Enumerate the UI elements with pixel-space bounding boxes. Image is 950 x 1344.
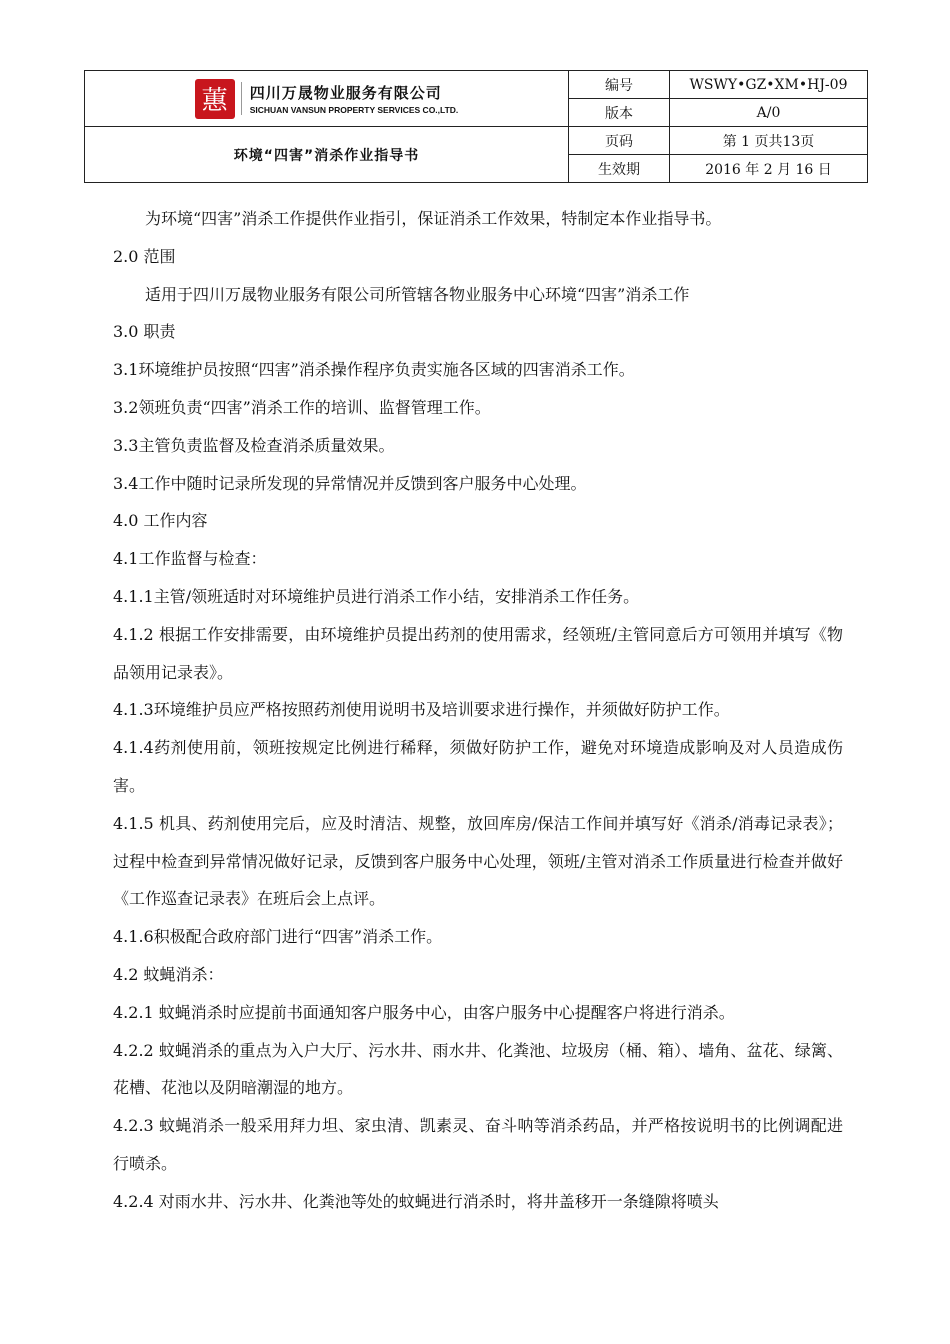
- paragraph: 4.1.2 根据工作安排需要，由环境维护员提出药剂的使用需求，经领班/主管同意后方可领用并填写《物品领用记录表》。: [113, 624, 843, 682]
- paragraph: 适用于四川万晟物业服务有限公司所管辖各物业服务中心环境“四害”消杀工作: [145, 284, 690, 304]
- company-emblem-icon: 蕙: [195, 79, 235, 119]
- field-value-effective-date: 2016 年 2 月 16 日: [670, 155, 868, 183]
- paragraph: 4.1.3环境维护员应严格按照药剂使用说明书及培训要求进行操作，并须做好防护工作。: [113, 700, 730, 720]
- subsection-heading: 4.2 蚊蝇消杀：: [113, 964, 224, 984]
- paragraph: 4.2.3 蚊蝇消杀一般采用拜力坦、家虫清、凯素灵、奋斗呐等消杀药品，并严格按说明书的比例调配进行喷杀。: [113, 1116, 843, 1173]
- field-value-page: 第 1 页共13页: [670, 127, 868, 155]
- field-label-number: 编号: [569, 71, 670, 99]
- paragraph: 4.1.5 机具、药剂使用完后，应及时清洁、规整，放回库房/保洁工作间并填写好《消杀/消毒记录表》；过程中检查到异常情况做好记录，反馈到客户服务中心处理，领班/主管对消杀工作质量进行检查并做好《工作巡查记录表》在班后会上点评。: [113, 813, 843, 909]
- document-title: 环境“四害”消杀作业指导书: [85, 127, 569, 183]
- field-label-version: 版本: [569, 99, 670, 127]
- paragraph: 4.2.1 蚊蝇消杀时应提前书面通知客户服务中心，由客户服务中心提醒客户将进行消杀。: [113, 1002, 735, 1022]
- company-name-en: SICHUAN VANSUN PROPERTY SERVICES CO.,LTD.: [249, 105, 459, 115]
- paragraph: 3.4工作中随时记录所发现的异常情况并反馈到客户服务中心处理。: [113, 473, 587, 493]
- paragraph: 4.2.4 对雨水井、污水井、化粪池等处的蚊蝇进行消杀时，将井盖移开一条缝隙将喷头: [113, 1191, 719, 1211]
- paragraph: 为环境“四害”消杀工作提供作业指引，保证消杀工作效果，特制定本作业指导书。: [145, 209, 722, 228]
- section-heading: 2.0 范围: [113, 246, 176, 266]
- paragraph: 3.1环境维护员按照“四害”消杀操作程序负责实施各区域的四害消杀工作。: [113, 360, 635, 380]
- field-value-version: A/0: [670, 99, 868, 127]
- field-value-number: WSWY•GZ•XM•HJ-09: [670, 71, 868, 99]
- section-heading: 4.0 工作内容: [113, 511, 208, 531]
- paragraph: 4.1.1主管/领班适时对环境维护员进行消杀工作小结，安排消杀工作任务。: [113, 586, 640, 606]
- section-heading: 3.0 职责: [113, 322, 176, 342]
- paragraph: 4.1.6积极配合政府部门进行“四害”消杀工作。: [113, 927, 443, 947]
- document-header-table: [84, 70, 868, 183]
- field-label-page: 页码: [569, 127, 670, 155]
- subsection-heading: 4.1工作监督与检查：: [113, 549, 267, 569]
- company-name-cn: 四川万晟物业服务有限公司: [249, 84, 442, 102]
- paragraph: 3.2领班负责“四害”消杀工作的培训、监督管理工作。: [113, 397, 491, 417]
- company-logo-cell: [85, 71, 569, 127]
- document-body: [113, 200, 843, 1221]
- paragraph: 3.3主管负责监督及检查消杀质量效果。: [113, 435, 395, 455]
- company-logo: [85, 74, 568, 124]
- field-label-effective-date: 生效期: [569, 155, 670, 183]
- paragraph: 4.2.2 蚊蝇消杀的重点为入户大厅、污水井、雨水井、化粪池、垃圾房（桶、箱）、墙角、盆花、绿篱、花槽、花池以及阴暗潮湿的地方。: [113, 1040, 843, 1098]
- paragraph: 4.1.4药剂使用前，领班按规定比例进行稀释，须做好防护工作，避免对环境造成影响及对人员造成伤害。: [113, 738, 843, 795]
